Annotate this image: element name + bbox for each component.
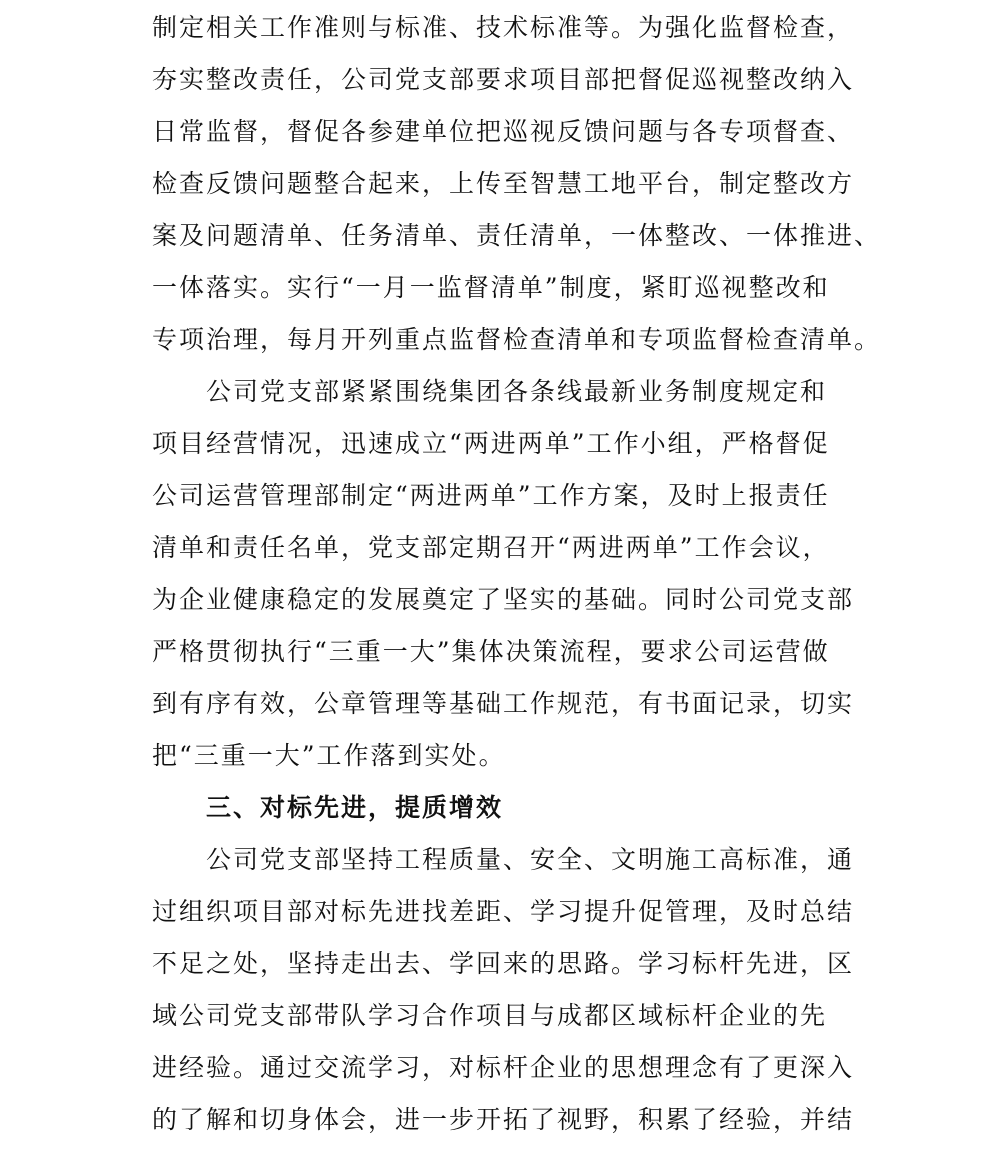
text-line: 专项治理，每月开列重点监督检查清单和专项监督检查清单。: [152, 325, 882, 354]
text-line: 夯实整改责任，公司党支部要求项目部把督促巡视整改纳入: [152, 65, 855, 94]
section-heading: 三、对标先进，提质增效: [206, 793, 504, 822]
text-line: 公司运营管理部制定“两进两单”工作方案，及时上报责任: [152, 481, 830, 510]
document-page: [152, 0, 882, 1146]
text-line: 制定相关工作准则与标准、技术标准等。为强化监督检查，: [152, 13, 855, 42]
text-line: 过组织项目部对标先进找差距、学习提升促管理，及时总结: [152, 897, 855, 926]
paragraph-start-line: 公司党支部坚持工程质量、安全、文明施工高标准，通: [206, 845, 855, 874]
text-line: 项目经营情况，迅速成立“两进两单”工作小组，严格督促: [152, 429, 830, 458]
text-line: 严格贯彻执行“三重一大”集体决策流程，要求公司运营做: [152, 637, 830, 666]
text-line: 到有序有效，公章管理等基础工作规范，有书面记录，切实: [152, 689, 855, 718]
text-line: 不足之处，坚持走出去、学回来的思路。学习标杆先进，区: [152, 949, 855, 978]
text-line: 案及问题清单、任务清单、责任清单，一体整改、一体推进、: [152, 221, 882, 250]
text-line: 清单和责任名单，党支部定期召开“两进两单”工作会议，: [152, 533, 830, 562]
text-line: 域公司党支部带队学习合作项目与成都区域标杆企业的先: [152, 1001, 828, 1030]
paragraph-start-line: 公司党支部紧紧围绕集团各条线最新业务制度规定和: [206, 377, 828, 406]
text-line: 日常监督，督促各参建单位把巡视反馈问题与各专项督查、: [152, 117, 855, 146]
text-line: 把“三重一大”工作落到实处。: [152, 741, 506, 770]
text-line: 的了解和切身体会，进一步开拓了视野，积累了经验，并结: [152, 1105, 855, 1134]
text-line: 一体落实。实行“一月一监督清单”制度，紧盯巡视整改和: [152, 273, 830, 302]
text-line: 进经验。通过交流学习，对标杆企业的思想理念有了更深入: [152, 1053, 855, 1082]
text-line: 为企业健康稳定的发展奠定了坚实的基础。同时公司党支部: [152, 585, 855, 614]
text-line: 检查反馈问题整合起来，上传至智慧工地平台，制定整改方: [152, 169, 855, 198]
